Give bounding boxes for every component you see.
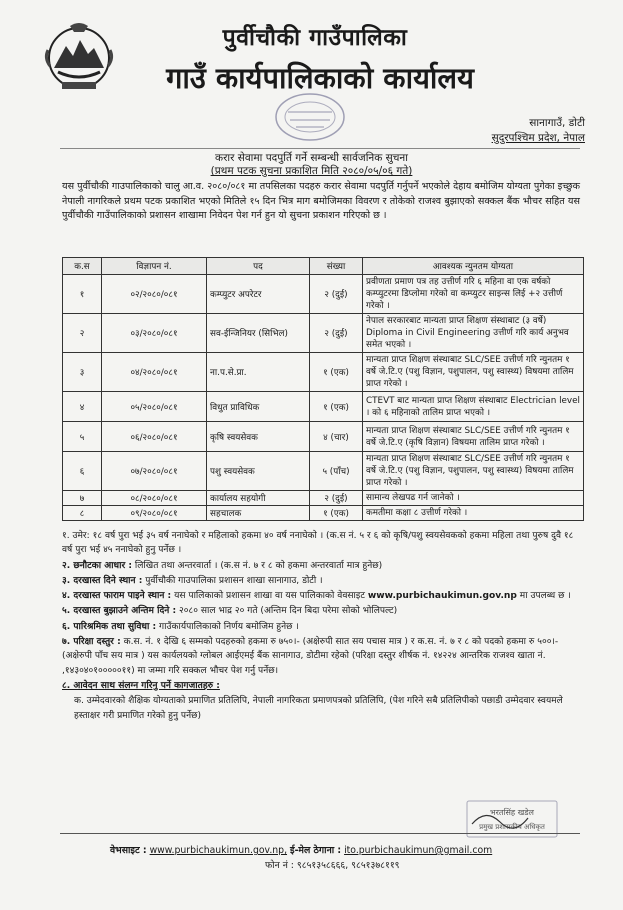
condition-age: १. उमेर: १८ वर्ष पुरा भई ३५ वर्ष ननाघेको र महिलाको हकमा ४० वर्ष ननाघेको । (क.स नं. ५ र ६ को कृषि/पशु स्वयसेवकको हकमा महिला तथा पुरुष दुवै १८ वर्ष पुरा भई ४५ ननाघेको हुनु पर्नेछ ।	[62, 531, 574, 556]
office-province: सुदुरपश्चिम प्रदेश, नेपाल	[491, 132, 585, 144]
header-divider	[60, 148, 580, 149]
table-row	[63, 275, 584, 314]
notice-intro: यस पुर्वीचौकी गाउपालिकाको चालु आ.व. २०८०/०८१ मा तपसिलका पदहरु करार सेवामा पदपुर्ति गर्नुपर्ने भएकोले देहाय बमोजिम योग्यता पुगेका इच्छुक नेपाली नागरिकले प्रथम पटक प्रकाशित भएको मितिले १५ दिन भित्र माग बमोजिमका विवरण र तोकेको राजश्व बुझाएको सक्कल बैंक भौचर सहित यस पुर्वीचौकी गाउँपालिकाको प्रशासन शाखामा निवेदन पेश गर्न हुन यो सुचना प्रकाशन गरिएको छ ।	[62, 181, 580, 221]
cell-req: मान्यता प्राप्त शिक्षण संस्थाबाट SLC/SEE उत्तीर्ण गरि न्युनतम १ वर्षे जे.टि.ए (कृषि विज्ञान) विषयमा तालिम प्राप्त गरेको ।	[363, 422, 584, 452]
cell-adv: ०५/२०८०/०८१	[102, 392, 207, 422]
office-seal-icon	[274, 92, 346, 142]
cell-sn: ३	[63, 353, 102, 392]
col-header-post: पद	[207, 258, 310, 275]
cell-sn: ७	[63, 491, 102, 506]
col-header-req: आवश्यक न्युनतम योग्यता	[363, 258, 584, 275]
cell-adv: ०३/२०८०/०८१	[102, 314, 207, 353]
col-header-adv: विज्ञापन नं.	[102, 258, 207, 275]
cell-count: २ (दुई)	[310, 314, 363, 353]
condition-label: ४. दरखास्त फाराम पाइने स्थान :	[62, 591, 172, 602]
notice-heading: करार सेवामा पदपुर्ति गर्ने सम्बन्धी सार्वजनिक सुचना	[215, 152, 408, 164]
condition-label: ५. दरखास्त बुझाउने अन्तिम दिने :	[62, 606, 177, 617]
cell-req: प्रवीणता प्रमाण पत्र तह उत्तीर्ण गरि ६ महिना वा एक वर्षको कम्प्युटरमा डिप्लोमा गरेको वा कम्प्युटर साइन्स लिई +२ उत्तीर्ण गरेको ।	[363, 275, 584, 314]
condition-fee	[62, 635, 584, 678]
cell-count: ४ (चार)	[310, 422, 363, 452]
table-row	[63, 314, 584, 353]
cell-adv: ०४/२०८०/०८१	[102, 353, 207, 392]
condition-deadline	[62, 604, 584, 618]
condition-form	[62, 589, 584, 603]
cell-sn: १	[63, 275, 102, 314]
footer-contacts	[110, 843, 492, 856]
condition-documents: ८. आवेदन साथ संलग्न गरिनु पर्ने कागजातहरु :	[62, 680, 220, 691]
table-row	[63, 392, 584, 422]
condition-text: गाउँकार्यपालिकाको निर्णय बमोजिम हुनेछ ।	[156, 621, 299, 632]
table-row	[63, 353, 584, 392]
conditions-list	[62, 529, 584, 724]
cell-req: नेपाल सरकारबाट मान्यता प्राप्त शिक्षण संस्थाबाट (३ वर्षे) Diploma in Civil Engineering उत्तीर्ण गरि कार्य अनुभव समेत भएको ।	[363, 314, 584, 353]
table-row	[63, 452, 584, 491]
table-row	[63, 506, 584, 521]
cell-post: ना.प.से.प्रा.	[207, 353, 310, 392]
website-link[interactable]: www.purbichaukimun.gov.np	[367, 591, 517, 602]
cell-count: ५ (पाँच)	[310, 452, 363, 491]
cell-count: २ (दुई)	[310, 491, 363, 506]
table-row	[63, 491, 584, 506]
cell-sn: ६	[63, 452, 102, 491]
cell-adv: ०६/२०८०/०८१	[102, 422, 207, 452]
condition-salary	[62, 620, 584, 634]
condition-text: लिखित तथा अन्तरवार्ता । (क.स नं. ७ र ८ को हकमा अन्तरवार्ता मात्र हुनेछ)	[131, 560, 383, 571]
signatory-role: प्रमुख प्रशासकीय अधिकृत	[479, 823, 545, 831]
col-header-sn: क.स	[63, 258, 102, 275]
cell-post: कृषि स्वयसेवक	[207, 422, 310, 452]
cell-adv: ०८/२०८०/०८१	[102, 491, 207, 506]
municipality-name: पुर्वीचौकी गाउँपालिका	[222, 25, 408, 51]
cell-post: कम्प्युटर अपरेटर	[207, 275, 310, 314]
cell-sn: ५	[63, 422, 102, 452]
website-label: वेभसाइट :	[110, 845, 147, 856]
cell-count: २ (दुई)	[310, 275, 363, 314]
phone-label: फोन नं :	[265, 860, 294, 871]
phone-number: ९८५१३५८६६६, ९८५१३७८११९	[296, 860, 400, 871]
condition-text: २०८० साल भाद्र २० गते (अन्तिम दिन बिदा परेमा सोको भोलिपल्ट)	[176, 606, 398, 617]
condition-text: पुर्वीचौकी गाउपालिका प्रशासन शाखा सानागाउ, डोटी ।	[142, 575, 323, 586]
condition-documents-a: क. उम्मेदवारको शैक्षिक योग्यताको प्रमाणित प्रतिलिपि, नेपाली नागरिकता प्रमाणपत्रको प्रतिलिपि, (पेश गरिने सबै प्रतिलिपीको पछाडी उम्मेदवार स्वयमले हस्ताक्षर गरी प्रमाणित गरेको हुनु पर्नेछ)	[74, 696, 563, 721]
cell-req: मान्यता प्राप्त शिक्षण संस्थाबाट SLC/SEE उत्तीर्ण गरि न्युनतम १ वर्षे जे.टि.ए (पशु विज्ञान, पशुपालन, पशु स्वास्थ्य) विषयमा तालिम प्राप्त गरेको ।	[363, 353, 584, 392]
footer-phone	[265, 858, 400, 871]
cell-post: विधुत प्राविधिक	[207, 392, 310, 422]
cell-adv: ०९/२०८०/०८१	[102, 506, 207, 521]
cell-sn: ८	[63, 506, 102, 521]
cell-post: कार्यालय सहयोगी	[207, 491, 310, 506]
notice-subheading: (प्रथम पटक सुचना प्रकाशित मिति २०८०/०५/०६ गते)	[210, 165, 413, 177]
office-address: सानागाउँ, डोटी	[529, 117, 585, 129]
cell-sn: २	[63, 314, 102, 353]
cell-post: पशु स्वयसेवक	[207, 452, 310, 491]
cell-post: सव-ईन्जिनियर (सिभिल)	[207, 314, 310, 353]
cell-req: कमतीमा कक्षा ८ उत्तीर्ण गरेको ।	[363, 506, 584, 521]
cell-adv: ०२/२०८०/०८१	[102, 275, 207, 314]
signatory-name: भरतसिंह खडेल	[490, 808, 534, 817]
email-label: ई-मेल ठेगाना :	[290, 845, 342, 856]
condition-label: ७. परिक्षा दस्तुर :	[62, 637, 121, 648]
condition-text: क.स. नं. १ देखि ६ सम्मको पदहरुको हकमा रु ७५०।- (अक्षेरुपी सात सय पचास मात्र ) र क.स. नं. ७ र ८ को पदको हकमा रु ५००।- (अक्षेरुपी पाँच सय मात्र ) यस कार्यलयको ग्लोबल आईएमई बैंक सानागाउ, डोटीमा रहेको (परिक्षा दस्तुर शीर्षक नं. १४२२४ आन्तरिक राजश्व खाता नं. ,१४३०४०१०००००११) मा जम्मा गरि सक्कल भौचर पेश गर्नु पर्नेछ।	[62, 637, 559, 676]
cell-req: CTEVT बाट मान्यता प्राप्त शिक्षण संस्थाबाट Electrician level । को ६ महिनाको तालिम प्राप्त भएको ।	[363, 392, 584, 422]
condition-place	[62, 574, 584, 588]
condition-text: मा उपलब्ध छ ।	[516, 591, 571, 602]
cell-count: १ (एक)	[310, 506, 363, 521]
vacancy-table	[62, 257, 584, 521]
condition-label: ६. पारिश्रमिक तथा सुविधा :	[62, 621, 157, 632]
cell-post: सहचालक	[207, 506, 310, 521]
footer-website-link[interactable]: www.purbichaukimun.gov.np,	[149, 845, 288, 856]
footer-divider	[60, 833, 580, 834]
condition-text: यस पालिकाको प्रशासन शाखा वा यस पालिकाको वेवसाइट	[171, 591, 368, 602]
condition-label: २. छनौटका आधार :	[62, 560, 132, 571]
cell-req: सामान्य लेखपढ गर्न जानेको ।	[363, 491, 584, 506]
cell-count: १ (एक)	[310, 392, 363, 422]
cell-sn: ४	[63, 392, 102, 422]
cell-req: मान्यता प्राप्त शिक्षण संस्थाबाट SLC/SEE उत्तीर्ण गरि न्युनतम १ वर्षे जे.टि.ए (पशु विज्ञान, पशुपालन, पशु स्वास्थ्य) विषयमा तालिम प्राप्त गरेको ।	[363, 452, 584, 491]
col-header-count: संख्या	[310, 258, 363, 275]
cell-adv: ०७/२०८०/०८१	[102, 452, 207, 491]
table-header-row	[63, 258, 584, 275]
government-emblem-icon	[40, 20, 118, 94]
cell-count: १ (एक)	[310, 353, 363, 392]
office-title: गाउँ कार्यपालिकाको कार्यालय	[166, 61, 474, 95]
condition-label: ३. दरखास्त दिने स्थान :	[62, 575, 143, 586]
condition-selection	[62, 559, 584, 573]
footer-email-link[interactable]: ito.purbichaukimun@gmail.com	[344, 845, 493, 856]
table-row	[63, 422, 584, 452]
